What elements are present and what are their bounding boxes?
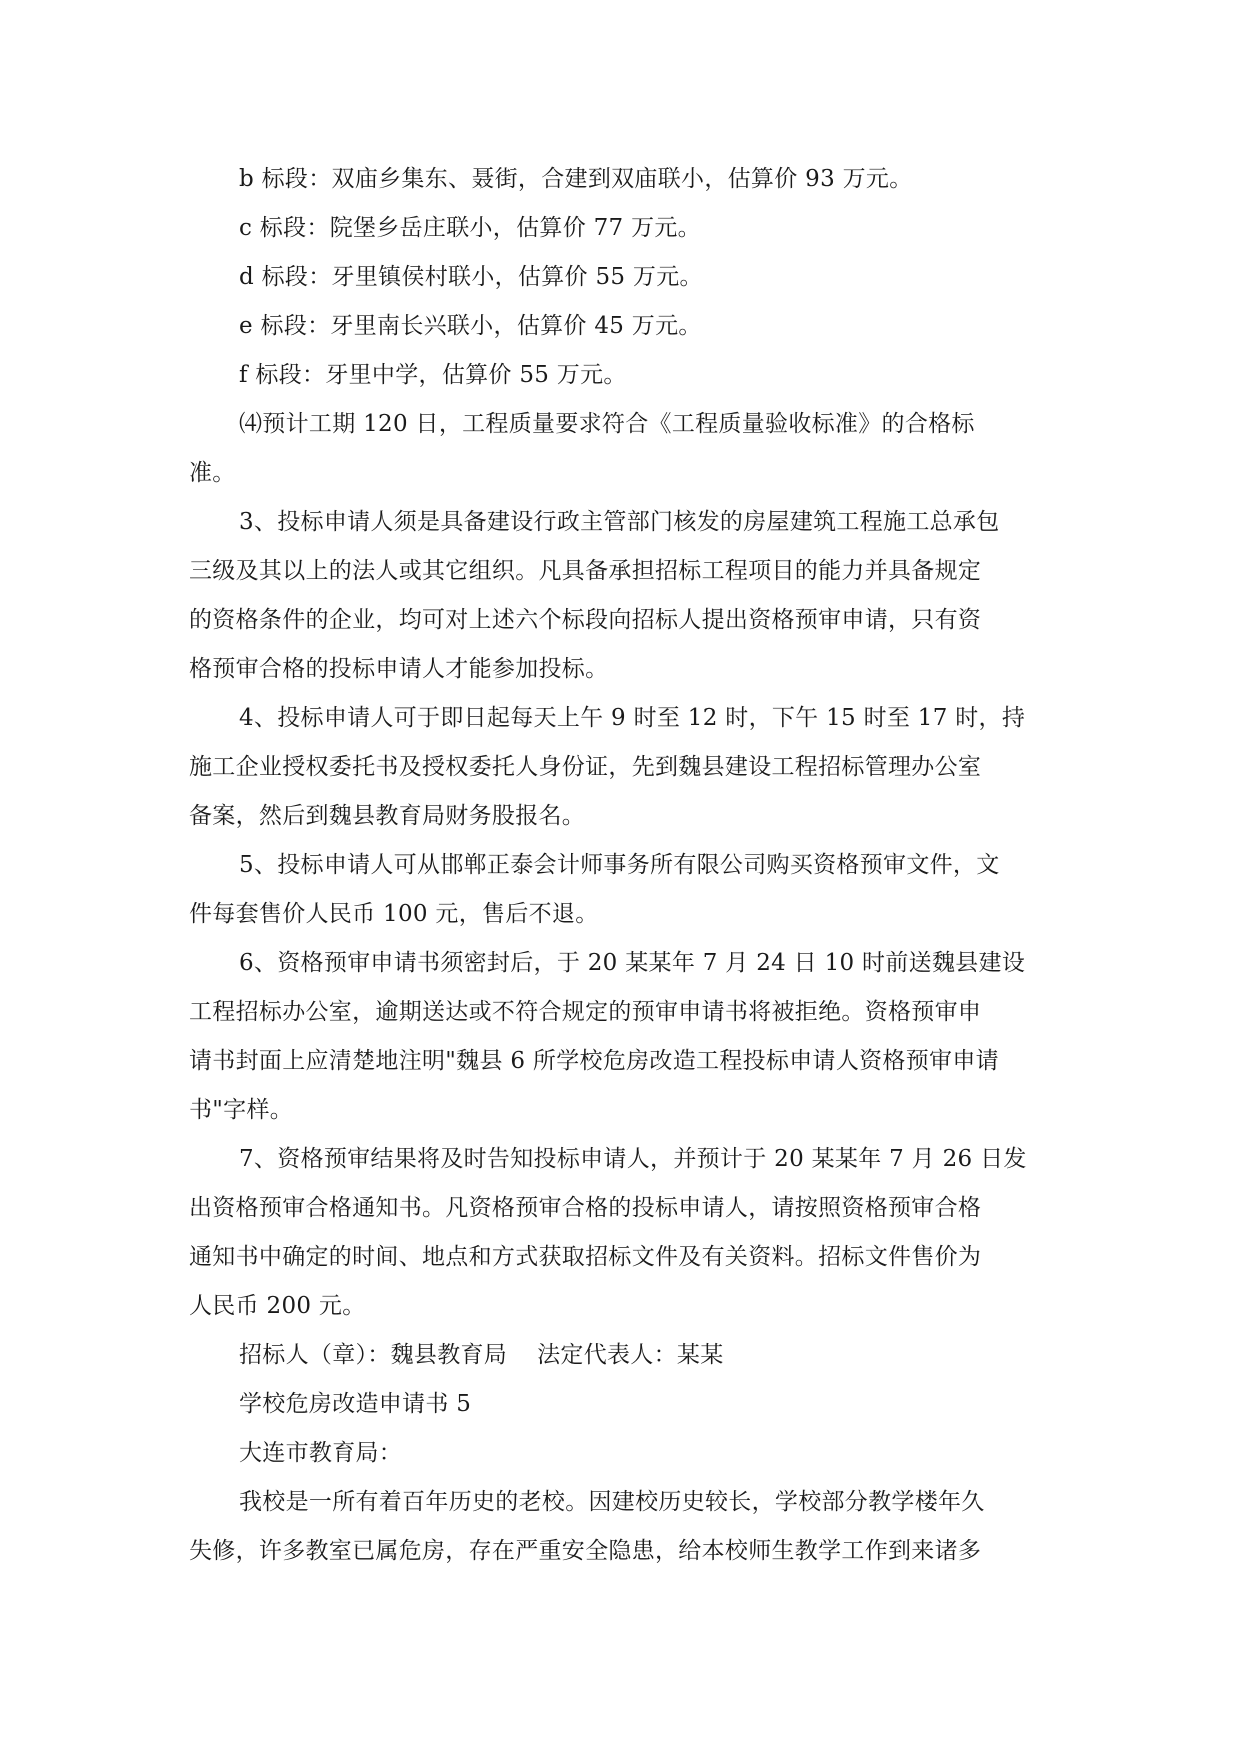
paragraph-line: 三级及其以上的法人或其它组织。凡具备承担招标工程项目的能力并具备规定	[189, 558, 982, 584]
addressee: 大连市教育局：	[239, 1440, 403, 1466]
paragraph-line: 备案，然后到魏县教育局财务股报名。	[189, 803, 586, 829]
legal-representative-text: 法定代表人：某某	[537, 1342, 724, 1368]
paragraph-line: 人民币 200 元。	[189, 1293, 366, 1319]
paragraph-line: 我校是一所有着百年历史的老校。因建校历史较长，学校部分教学楼年久	[239, 1489, 985, 1515]
paragraph-line: 失修，许多教室已属危房，存在严重安全隐患，给本校师生教学工作到来诸多	[189, 1538, 982, 1564]
paragraph-line: 通知书中确定的时间、地点和方式获取招标文件及有关资料。招标文件售价为	[189, 1244, 982, 1270]
signature-line	[189, 1331, 1059, 1380]
paragraph-line: b 标段：双庙乡集东、聂街，合建到双庙联小，估算价 93 万元。	[239, 166, 913, 192]
paragraph-line: c 标段：院堡乡岳庄联小，估算价 77 万元。	[239, 215, 701, 241]
paragraph-line: 出资格预审合格通知书。凡资格预审合格的投标申请人，请按照资格预审合格	[189, 1195, 982, 1221]
document-body	[189, 155, 1059, 1576]
paragraph-line: 准。	[189, 460, 236, 486]
paragraph-line: 6、资格预审申请书须密封后，于 20 某某年 7 月 24 日 10 时前送魏县建设	[239, 950, 1026, 976]
paragraph-line: 的资格条件的企业，均可对上述六个标段向招标人提出资格预审申请，只有资	[189, 607, 982, 633]
paragraph-line: 工程招标办公室，逾期送达或不符合规定的预审申请书将被拒绝。资格预审申	[189, 999, 982, 1025]
paragraph-line: 3、投标申请人须是具备建设行政主管部门核发的房屋建筑工程施工总承包	[239, 509, 1000, 535]
paragraph-line: 4、投标申请人可于即日起每天上午 9 时至 12 时，下午 15 时至 17 时，持	[239, 705, 1026, 731]
application-title: 学校危房改造申请书 5	[239, 1391, 472, 1417]
paragraph-line: e 标段：牙里南长兴联小，估算价 45 万元。	[239, 313, 702, 339]
paragraph-line: 7、资格预审结果将及时告知投标申请人，并预计于 20 某某年 7 月 26 日发	[239, 1146, 1027, 1172]
paragraph-line: d 标段：牙里镇侯村联小，估算价 55 万元。	[239, 264, 703, 290]
paragraph-line: 5、投标申请人可从邯郸正泰会计师事务所有限公司购买资格预审文件，文	[239, 852, 1000, 878]
paragraph-line: 书"字样。	[189, 1097, 294, 1123]
paragraph-line: f 标段：牙里中学，估算价 55 万元。	[239, 362, 627, 388]
paragraph-line: 施工企业授权委托书及授权委托人身份证，先到魏县建设工程招标管理办公室	[189, 754, 982, 780]
paragraph-line: 件每套售价人民币 100 元，售后不退。	[189, 901, 599, 927]
paragraph-line: 请书封面上应清楚地注明"魏县 6 所学校危房改造工程投标申请人资格预审申请	[189, 1048, 999, 1074]
paragraph-line: ⑷预计工期 120 日，工程质量要求符合《工程质量验收标准》的合格标	[239, 411, 975, 437]
paragraph-line: 格预审合格的投标申请人才能参加投标。	[189, 656, 609, 682]
issuer-stamp-text: 招标人（章）：魏县教育局	[239, 1342, 508, 1368]
